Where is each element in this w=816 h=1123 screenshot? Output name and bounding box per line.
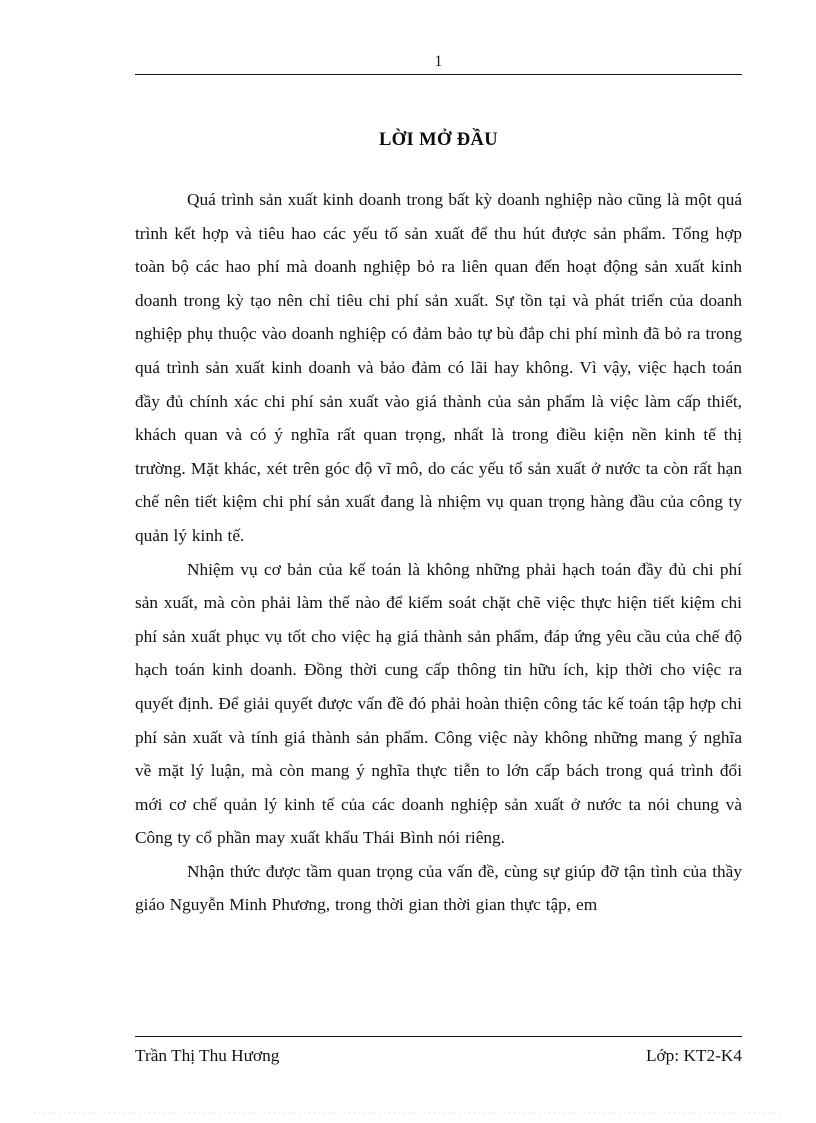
paragraph: Quá trình sản xuất kinh doanh trong bất kỳ doanh nghiệp nào cũng là một quá trình kết hợp và tiêu hao các yếu tố sản xuất để thu hút được sản phẩm. Tổng hợp toàn bộ các hao phí mà doanh nghiệp bỏ ra liên quan đến hoạt động sản xuất kinh doanh trong kỳ tạo nên chỉ tiêu chi phí sản xuất. Sự tồn tại và phát triển của doanh nghiệp phụ thuộc vào doanh nghiệp có đảm bảo tự bù đắp chi phí mình đã bỏ ra trong quá trình sản xuất kinh doanh và bảo đảm có lãi hay không. Vì vậy, việc hạch toán đầy đủ chính xác chi phí sản xuất vào giá thành của sản phẩm là việc làm cấp thiết, khách quan và có ý nghĩa rất quan trọng, nhất là trong điều kiện nền kinh tế thị trường. Mặt khác, xét trên góc độ vĩ mô, do các yếu tố sản xuất ở nước ta còn rất hạn chế nên tiết kiệm chi phí sản xuất đang là nhiệm vụ quan trọng hàng đầu của công ty quản lý kinh tế. <box>135 190 742 545</box>
header-divider <box>135 74 742 75</box>
document-body <box>135 183 742 922</box>
footer-author-name: Trần Thị Thu Hương <box>135 1046 280 1065</box>
page-header <box>135 52 742 80</box>
footer-content <box>135 1043 742 1069</box>
page-title: LỜI MỞ ĐẦU <box>378 130 499 150</box>
footer-divider <box>135 1036 742 1037</box>
paragraph: Nhận thức được tầm quan trọng của vấn đề, cùng sự giúp đỡ tận tình của thầy giáo Nguyễn Minh Phương, trong thời gian thời gian thực tập, em <box>135 861 742 915</box>
paragraph: Nhiệm vụ cơ bản của kế toán là không những phải hạch toán đầy đủ chi phí sản xuất, mà còn phải làm thế nào để kiểm soát chặt chẽ việc thực hiện tiết kiệm chi phí sản xuất phục vụ tốt cho việc hạ giá thành sản phẩm, đáp ứng yêu cầu của chế độ hạch toán kinh doanh. Đồng thời cung cấp thông tin hữu ích, kịp thời cho việc ra quyết định. Để giải quyết được vấn đề đó phải hoàn thiện công tác kế toán tập hợp chi phí sản xuất và tính giá thành sản phẩm. Công việc này không những mang ý nghĩa về mặt lý luận, mà còn mang ý nghĩa thực tiễn to lớn cấp bách trong quá trình đổi mới cơ chế quản lý kinh tế của các doanh nghiệp sản xuất ở nước ta nói chung và Công ty cổ phần may xuất khẩu Thái Bình nói riêng. <box>135 559 742 848</box>
header-page-number: 1 <box>434 53 443 70</box>
footer-class-label: Lớp: KT2-K4 <box>645 1046 742 1065</box>
page-footer <box>135 1036 742 1082</box>
scan-edge-artifact <box>34 1112 782 1113</box>
